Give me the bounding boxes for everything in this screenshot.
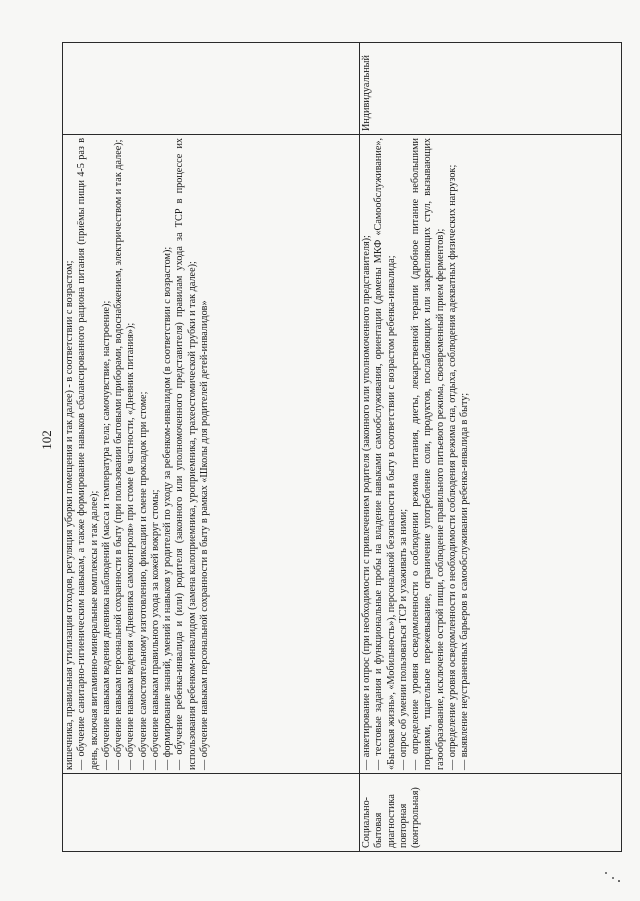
service-name-cell: Социально-бытовая диагностика повторная (контрольная) xyxy=(360,774,622,852)
content-line: — определение уровня осведомленности о необходимости соблюдения режима сна, отдыха, соблюдения адекватных физических нагрузок; xyxy=(446,164,458,770)
content-line: кишечника, правильная утилизация отходов, регуляция уборки помещения и так далее) - в соответствии с возрастом; xyxy=(64,260,75,770)
service-name-cell xyxy=(63,774,360,852)
scan-speck xyxy=(618,880,620,882)
service-content-cell xyxy=(360,135,622,774)
scan-speck xyxy=(605,872,607,874)
content-line: — обучение навыкам ведения дневника наблюдений (масса и температура тела; самочувствие, настроение); xyxy=(100,300,112,770)
content-line: — обучение самостоятельному изготовлению, фиксации и смене прокладок при стоме; xyxy=(137,391,149,770)
content-line: — обучение навыкам персональной сохранности в быту в рамках «Школы для родителей детей-инвалидов» xyxy=(198,300,210,770)
content-line: — опрос об умении пользоваться ТСР и ухаживать за ними; xyxy=(397,508,409,770)
table-row xyxy=(63,43,360,852)
content-line: — обучение навыкам правильного ухода за кожей вокруг стомы; xyxy=(149,489,161,770)
content-line: — обучение санитарно-гигиеническим навыкам, а также формирование навыков сбалансированного рациона питания (приёмы пищи 4-5 раз в день, включая витаминно-минеральные комплексы и так далее); xyxy=(76,138,100,770)
rotated-table-block xyxy=(62,42,622,852)
content-line: — выявление неустраненных барьеров в самообслуживании ребенка-инвалида в быту; xyxy=(459,392,470,770)
content-line: — обучение навыкам персональной сохранности в быту (при пользовании бытовыми приборами, водоснабжением, электричеством и так далее); xyxy=(113,139,124,770)
service-content-cell xyxy=(63,135,360,774)
service-mode-cell xyxy=(63,43,360,135)
content-line: — обучение навыкам ведения «Дневника самоконтроля» при стоме (в частности, «Дневник питания»); xyxy=(125,322,137,770)
content-line: — определение уровня осведомленности о соблюдении режима питания, диеты, лекарственной терапии (дробное питание небольшими порциями, тщательное пережевывание, ограничение употребление соли, продуктов, послабляющих или закрепляющих стул, вызывающих газообразование, исключение острой пищи, соблюдение правильного питьевого режима, своевременный прием ферментов); xyxy=(410,138,446,770)
table-row xyxy=(360,43,622,852)
service-mode-cell: Индивидуальный xyxy=(360,43,622,135)
scan-speck xyxy=(612,877,614,879)
content-line: — тестовые задания и функциональные пробы на владение навыками самообслуживания, ориентации (домены МКФ «Самообслуживание», «Бытовая жизнь», «Мобильность»), персональной безопасности в быту в соответствии с возрастом ребенка-инвалида; xyxy=(373,138,397,770)
rehabilitation-table xyxy=(62,42,622,852)
page-number: 102 xyxy=(38,430,54,450)
content-line: — обучение ребенка-инвалида и (или) родителя (законного или уполномоченного представителя) правилам ухода за ТСР в процессе их использования ребенком-инвалидом (замена калоприемника, уроприемника, трахеостомической трубки и так далее); xyxy=(174,138,198,770)
content-line: — анкетирование и опрос (при необходимости с привлечением родителя (законного или уполномоченного представителя); xyxy=(361,235,372,770)
content-line: — формирование знаний, умений и навыков у родителей по уходу за ребенком-инвалидом (в соответствии с возрастом); xyxy=(162,246,173,770)
